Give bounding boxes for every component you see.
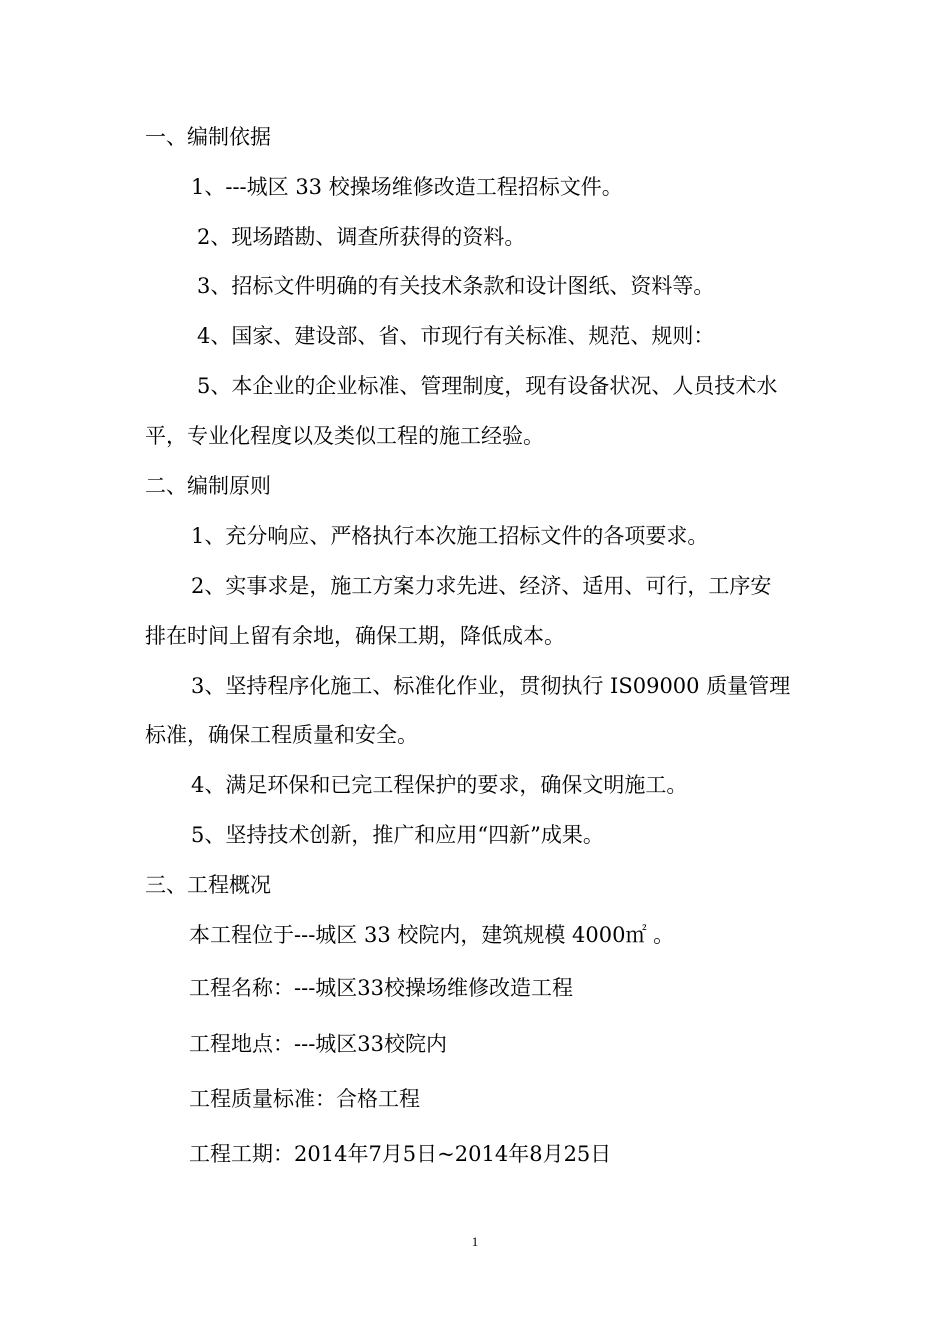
principle-item-2-line2: 排在时间上留有余地，确保工期，降低成本。 xyxy=(145,624,565,648)
overview-intro: 本工程位于---城区 33 校院内，建筑规模 4000㎡ 。 xyxy=(189,923,675,947)
basis-item-5-line2: 平，专业化程度以及类似工程的施工经验。 xyxy=(145,424,544,448)
page-number: 1 xyxy=(471,1234,479,1249)
principle-item-1: 1、充分响应、严格执行本次施工招标文件的各项要求。 xyxy=(191,524,709,548)
project-name: 工程名称：---城区33校操场维修改造工程 xyxy=(189,976,574,1000)
section-heading-principles: 二、编制原则 xyxy=(145,474,271,498)
project-schedule: 工程工期：2014年7月5日~2014年8月25日 xyxy=(189,1142,612,1166)
project-location: 工程地点：---城区33校院内 xyxy=(189,1032,448,1056)
basis-item-5-line1: 5、本企业的企业标准、管理制度，现有设备状况、人员技术水 xyxy=(197,374,778,398)
principle-item-4: 4、满足环保和已完工程保护的要求，确保文明施工。 xyxy=(191,773,688,797)
basis-item-4: 4、国家、建设部、省、市现行有关标准、规范、规则： xyxy=(197,324,715,348)
section-heading-basis: 一、编制依据 xyxy=(145,125,271,149)
principle-item-3-line2: 标准，确保工程质量和安全。 xyxy=(145,723,418,747)
principle-item-2-line1: 2、实事求是，施工方案力求先进、经济、适用、可行，工序安 xyxy=(191,574,772,598)
principle-item-3-line1: 3、坚持程序化施工、标准化作业，贯彻执行 IS09000 质量管理 xyxy=(191,674,791,698)
principle-item-5: 5、坚持技术创新，推广和应用“四新”成果。 xyxy=(191,823,604,847)
basis-item-1: 1、---城区 33 校操场维修改造工程招标文件。 xyxy=(191,175,623,199)
quality-standard: 工程质量标准：合格工程 xyxy=(189,1087,420,1111)
basis-item-2: 2、现场踏勘、调查所获得的资料。 xyxy=(197,225,526,249)
basis-item-3: 3、招标文件明确的有关技术条款和设计图纸、资料等。 xyxy=(197,274,715,298)
section-heading-overview: 三、工程概况 xyxy=(145,873,271,897)
